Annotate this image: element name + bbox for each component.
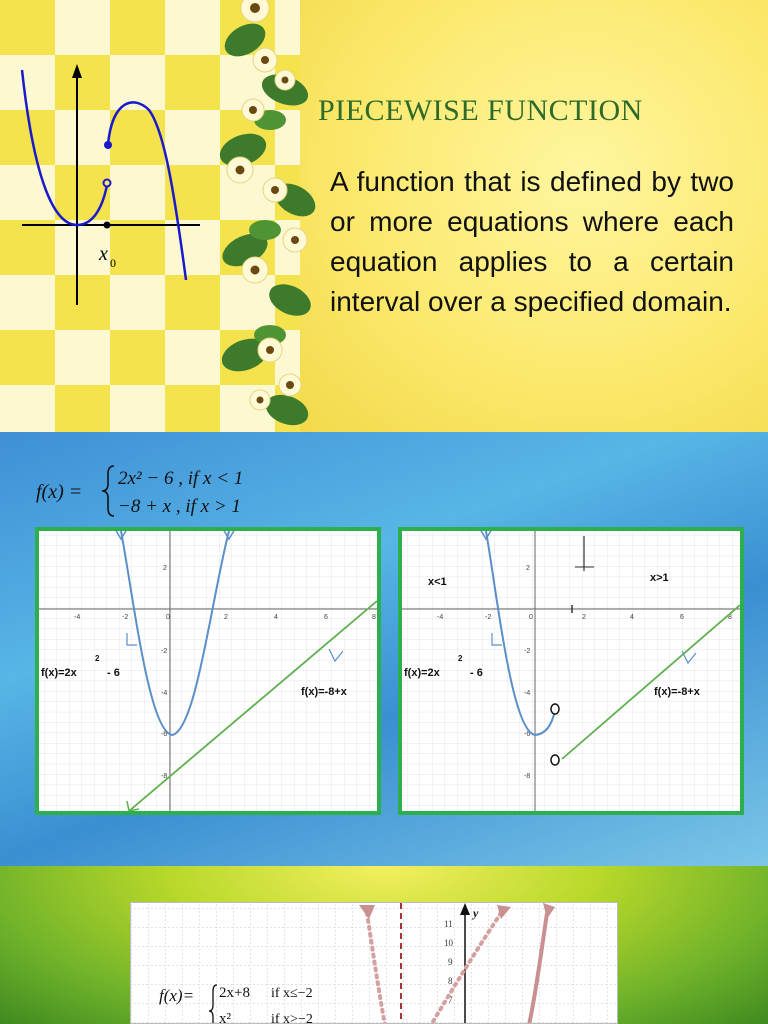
left-y-tick: 2: [163, 565, 167, 572]
left-x-tick: 4: [274, 614, 278, 621]
right-y-tick: -4: [524, 690, 531, 697]
left-parabola-label-exp: 2: [95, 654, 100, 663]
bottom-graph: [131, 903, 618, 1024]
bottom-graph-y-label: y: [473, 906, 479, 920]
bottom-y-tick: 7: [448, 995, 453, 1005]
sketch-closed-point: [104, 141, 112, 149]
right-graph-grid: [402, 531, 740, 811]
bottom-formula-case1-expr: 2x+8: [219, 985, 250, 1001]
left-graph-panel: [35, 527, 381, 815]
bottom-formula-lhs: f(x)=: [159, 986, 195, 1005]
right-line-label: f(x)=-8+x: [654, 686, 700, 698]
sketch-y-arrow: [72, 64, 82, 78]
formula-case-2: −8 + x , if x > 1: [118, 496, 241, 517]
sketch-open-point: [104, 180, 111, 187]
vine-leaves: [215, 17, 321, 431]
bottom-formula-case2-cond: if x>−2: [271, 1012, 313, 1024]
piecewise-sketch-graph: [14, 60, 204, 310]
right-x-tick: 4: [630, 614, 634, 621]
bottom-formula-case2-expr: x²: [219, 1011, 231, 1024]
left-x-tick: 6: [324, 614, 328, 621]
right-x-tick: 8: [728, 614, 732, 621]
left-line-label: f(x)=-8+x: [301, 686, 347, 698]
sketch-x0-mark: [104, 222, 111, 229]
right-x-tick: 0: [529, 614, 533, 621]
left-parabola-label: f(x)=2x: [41, 667, 77, 679]
right-x-tick: 6: [680, 614, 684, 621]
bottom-graph-panel: [130, 902, 618, 1024]
right-parabola-label-exp: 2: [458, 654, 463, 663]
right-left-region-label: x<1: [428, 576, 447, 588]
right-right-region-label: x>1: [650, 572, 669, 584]
right-parabola-label-tail: - 6: [470, 667, 483, 679]
right-graph: [402, 531, 740, 811]
left-graph-grid: [39, 531, 377, 811]
right-x-tick: -4: [437, 614, 444, 621]
left-x-tick: 2: [224, 614, 228, 621]
formula-lhs: f(x) =: [36, 481, 83, 503]
piecewise-formula: [36, 460, 336, 522]
bottom-formula-case1-cond: if x≤−2: [271, 986, 313, 1001]
right-y-tick: -8: [524, 773, 531, 780]
left-y-tick: -2: [161, 648, 168, 655]
right-x-tick: 2: [582, 614, 586, 621]
right-open-circle-line: [551, 755, 559, 765]
slide-1: [0, 0, 768, 432]
definition-text: A function that is defined by two or more equations where each equation applies to a certain interval over a specified domain.: [330, 166, 734, 317]
sketch-left-curve: [22, 70, 107, 225]
right-x-tick: -2: [485, 614, 492, 621]
slide-title: PIECEWISE FUNCTION: [318, 94, 643, 127]
left-x-tick: 8: [372, 614, 376, 621]
left-x-tick: 0: [166, 614, 170, 621]
formula-case-1: 2x² − 6 , if x < 1: [118, 468, 244, 489]
left-y-tick: -6: [161, 731, 168, 738]
right-y-tick: -6: [524, 731, 531, 738]
sketch-right-curve: [108, 102, 186, 280]
left-graph: [39, 531, 377, 811]
bottom-y-tick: 10: [444, 938, 453, 948]
left-y-tick: -4: [161, 690, 168, 697]
left-y-tick: -8: [161, 773, 168, 780]
sketch-x0-label: x: [99, 243, 108, 265]
left-parabola-label-tail: - 6: [107, 667, 120, 679]
left-x-tick: -4: [74, 614, 81, 621]
bottom-y-tick: 8: [448, 976, 453, 986]
sketch-x0-subscript: 0: [110, 256, 116, 270]
flower-vine-decoration: [215, 0, 325, 432]
right-parabola-label: f(x)=2x: [404, 667, 440, 679]
right-open-circle-parabola: [551, 704, 559, 714]
left-x-tick: -2: [122, 614, 129, 621]
bottom-y-tick: 9: [448, 957, 453, 967]
right-y-tick: 2: [526, 565, 530, 572]
right-graph-panel: [398, 527, 744, 815]
formula-brace: [102, 466, 114, 516]
bottom-y-tick: 11: [444, 919, 453, 929]
right-y-tick: -2: [524, 648, 531, 655]
